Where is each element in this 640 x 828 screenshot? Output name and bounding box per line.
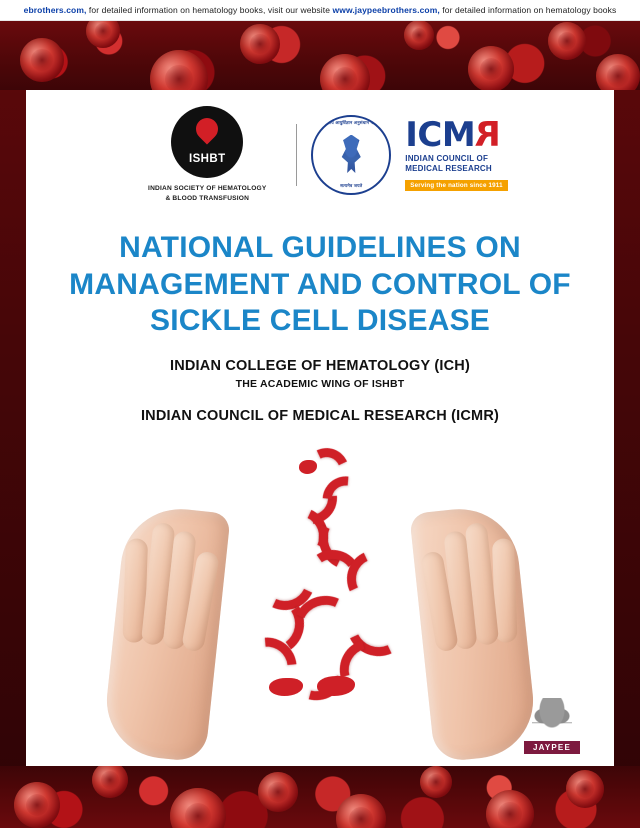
blood-cell-icon (150, 50, 208, 90)
left-hand-illustration (101, 503, 231, 763)
blood-cell-icon (486, 790, 534, 828)
jaypee-tree-icon (532, 698, 572, 738)
icmr-seal-logo (311, 115, 391, 195)
publisher-logo (524, 698, 580, 754)
logo-divider (296, 124, 297, 186)
cover-content-sheet (26, 90, 614, 766)
blood-cell-icon (566, 770, 604, 808)
title-line-3: SICKLE CELL DISEASE (150, 304, 490, 338)
header-blood-cell-band (0, 20, 640, 90)
blood-cell-icon (170, 788, 226, 828)
blood-cell-icon (86, 20, 120, 48)
blood-cell-icon (596, 54, 640, 90)
ishbt-caption-line2: & BLOOD TRANSFUSION (165, 194, 250, 202)
icmr-wordmark (405, 114, 507, 155)
publisher-name: JAYPEE (524, 741, 580, 754)
blood-cell-icon (320, 54, 370, 90)
national-emblem-icon (334, 135, 368, 175)
icmr-subtitle (405, 154, 507, 174)
organization-secondary: INDIAN COUNCIL OF MEDICAL RESEARCH (ICMR) (140, 408, 500, 424)
blood-drop-icon (192, 113, 223, 144)
icmr-subtitle-line2: MEDICAL RESEARCH (405, 163, 492, 173)
blood-cell-icon (258, 772, 298, 812)
organization-primary-subtitle: THE ACADEMIC WING OF ISHBT (235, 378, 405, 390)
blood-cell-icon (420, 766, 452, 798)
icmr-wordmark-flipped-r: R (475, 114, 501, 155)
promo-banner-text (24, 5, 617, 15)
organization-credits (60, 358, 580, 424)
promo-middle-text: for detailed information on hematology books, visit our website (86, 5, 333, 15)
organization-primary: INDIAN COLLEGE OF HEMATOLOGY (ICH) (169, 358, 471, 374)
icmr-seal-ring-bottom-text: सत्यमेव जयते (340, 182, 363, 188)
icmr-wordmark-text: ICM (405, 114, 476, 155)
page-title (60, 230, 580, 340)
promo-prefix-link[interactable]: ebrothers.com, (23, 5, 87, 15)
icmr-seal-ring-top-text: भारतीय आयुर्विज्ञान अनुसंधान परिषद (321, 119, 382, 125)
title-line-1: NATIONAL GUIDELINES ON (119, 231, 521, 264)
blood-cell-icon (468, 46, 514, 90)
blood-droplet-of-sickle-cells (225, 446, 415, 708)
promo-banner (0, 0, 640, 21)
right-border-rail (614, 20, 640, 828)
promo-website-link[interactable]: www.jaypeebrothers.com, (332, 5, 440, 15)
blood-cell-icon (14, 782, 60, 828)
ishbt-wordmark: ISHBT (189, 153, 226, 165)
promo-suffix-text: for detailed information on hematology books (439, 5, 617, 15)
icmr-logo-block (405, 114, 507, 192)
title-line-2: MANAGEMENT AND CONTROL OF (69, 267, 571, 301)
logo-row (26, 106, 614, 203)
ishbt-caption-line1: INDIAN SOCIETY OF HEMATOLOGY (148, 185, 267, 192)
ishbt-logo (171, 106, 243, 178)
icmr-subtitle-line1: INDIAN COUNCIL OF (405, 153, 489, 163)
ishbt-logo-block (132, 106, 282, 203)
blood-cell-icon (240, 24, 280, 64)
right-hand-illustration (409, 503, 539, 763)
left-border-rail (0, 20, 26, 828)
blood-cell-icon (336, 794, 386, 828)
ishbt-caption (148, 184, 266, 203)
sickle-cell-icon (317, 676, 355, 696)
blood-cell-icon (92, 766, 128, 798)
blood-cell-icon (548, 22, 586, 60)
footer-blood-cell-band (0, 766, 640, 828)
blood-cell-icon (20, 38, 64, 82)
blood-cell-icon (404, 20, 434, 50)
icmr-tagline-badge: Serving the nation since 1911 (405, 180, 507, 191)
